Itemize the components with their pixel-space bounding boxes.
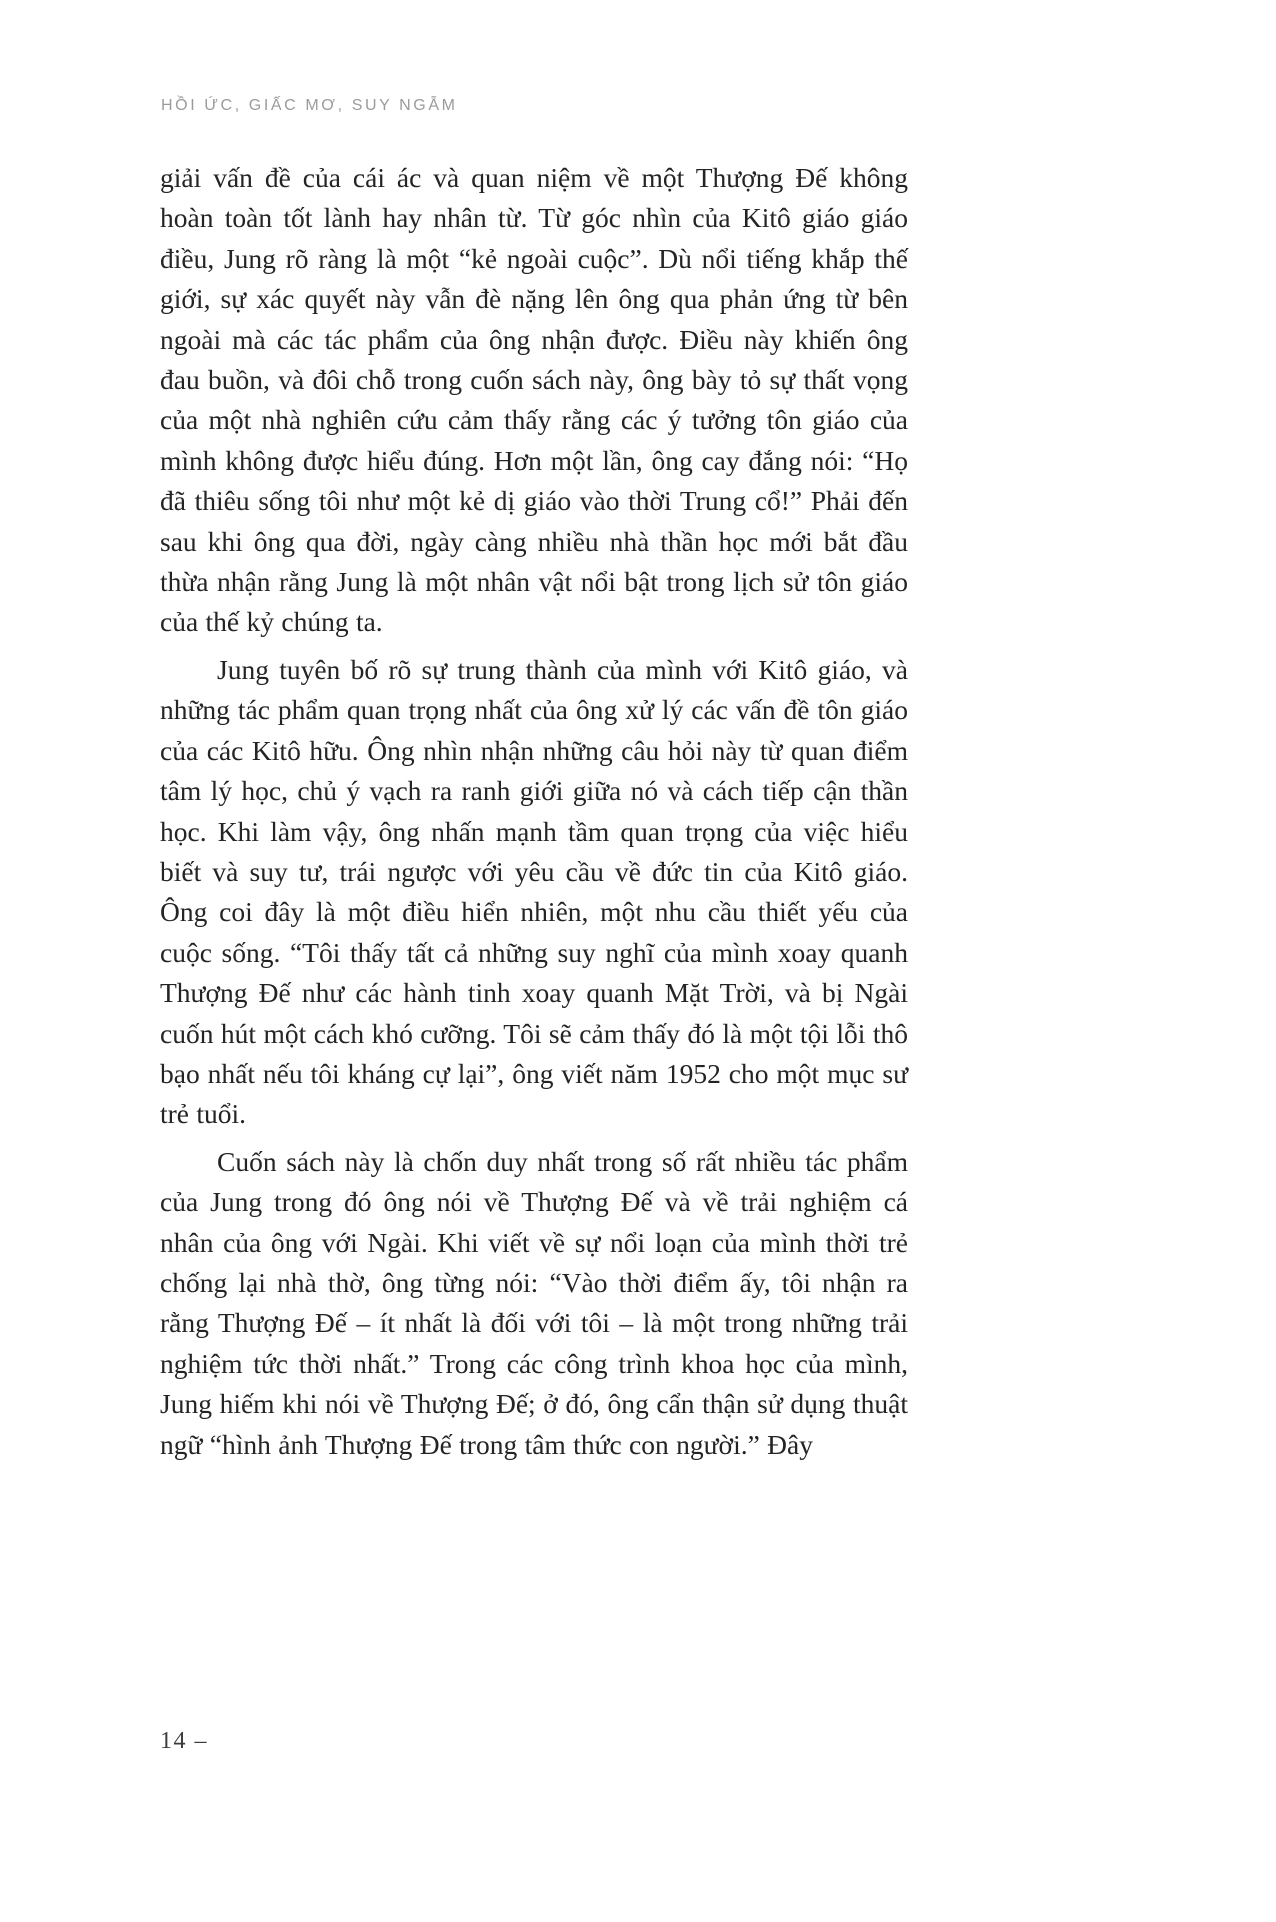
paragraph: Cuốn sách này là chốn duy nhất trong số rất nhiều tác phẩm của Jung trong đó ông nói về Thượng Đế và về trải nghiệm cá nhân của ông với Ngài. Khi viết về sự nổi loạn của mình thời trẻ chống lại nhà thờ, ông từng nói: “Vào thời điểm ấy, tôi nhận ra rằng Thượng Đế – ít nhất là đối với tôi – là một trong những trải nghiệm tức thời nhất.” Trong các công trình khoa học của mình, Jung hiếm khi nói về Thượng Đế; ở đó, ông cẩn thận sử dụng thuật ngữ “hình ảnh Thượng Đế trong tâm thức con người.” Đây: [160, 1145, 908, 1460]
paragraph: Jung tuyên bố rõ sự trung thành của mình với Kitô giáo, và những tác phẩm quan trọng nhất của ông xử lý các vấn đề tôn giáo của các Kitô hữu. Ông nhìn nhận những câu hỏi này từ quan điểm tâm lý học, chủ ý vạch ra ranh giới giữa nó và cách tiếp cận thần học. Khi làm vậy, ông nhấn mạnh tầm quan trọng của việc hiểu biết và suy tư, trái ngược với yêu cầu về đức tin của Kitô giáo. Ông coi đây là một điều hiển nhiên, một nhu cầu thiết yếu của cuộc sống. “Tôi thấy tất cả những suy nghĩ của mình xoay quanh Thượng Đế như các hành tinh xoay quanh Mặt Trời, và bị Ngài cuốn hút một cách khó cưỡng. Tôi sẽ cảm thấy đó là một tội lỗi thô bạo nhất nếu tôi kháng cự lại”, ông viết năm 1952 cho một mục sư trẻ tuổi.: [160, 653, 908, 1130]
running-header: HỒI ỨC, GIẤC MƠ, SUY NGẪM: [161, 97, 458, 114]
page-number: 14 –: [160, 1728, 208, 1754]
paragraph: giải vấn đề của cái ác và quan niệm về một Thượng Đế không hoàn toàn tốt lành hay nhân từ. Từ góc nhìn của Kitô giáo giáo điều, Jung rõ ràng là một “kẻ ngoài cuộc”. Dù nổi tiếng khắp thế giới, sự xác quyết này vẫn đè nặng lên ông qua phản ứng từ bên ngoài mà các tác phẩm của ông nhận được. Điều này khiến ông đau buồn, và đôi chỗ trong cuốn sách này, ông bày tỏ sự thất vọng của một nhà nghiên cứu cảm thấy rằng các ý tưởng tôn giáo của mình không được hiểu đúng. Hơn một lần, ông cay đắng nói: “Họ đã thiêu sống tôi như một kẻ dị giáo vào thời Trung cổ!” Phải đến sau khi ông qua đời, ngày càng nhiều nhà thần học mới bắt đầu thừa nhận rằng Jung là một nhân vật nổi bật trong lịch sử tôn giáo của thế kỷ chúng ta.: [160, 162, 908, 638]
body-text: [160, 158, 908, 1465]
